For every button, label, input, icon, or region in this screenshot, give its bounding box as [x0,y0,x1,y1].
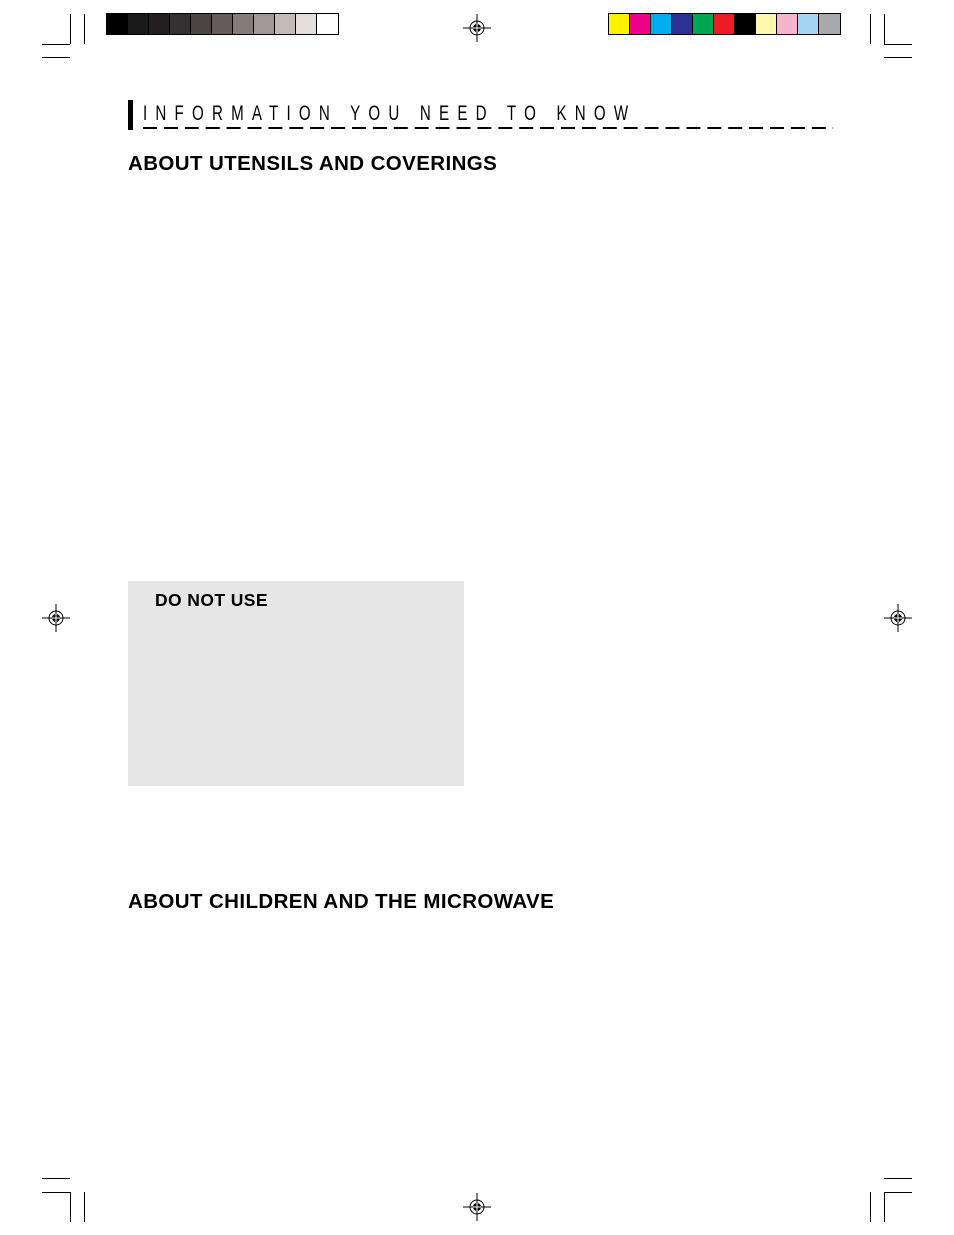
process-color-swatch [798,14,819,34]
grayscale-swatch [149,14,170,34]
grayscale-color-bar [106,13,339,35]
grayscale-swatch [170,14,191,34]
section-header-dashed-rule [143,127,833,129]
process-color-bar [608,13,841,35]
heading-children-and-microwave: ABOUT CHILDREN AND THE MICROWAVE [128,890,555,913]
registration-mark-icon [884,604,912,632]
process-color-swatch [672,14,693,34]
registration-mark-icon [42,604,70,632]
process-color-swatch [693,14,714,34]
process-color-swatch [756,14,777,34]
registration-mark-icon [463,14,491,42]
grayscale-swatch [317,14,338,34]
grayscale-swatch [128,14,149,34]
grayscale-swatch [233,14,254,34]
grayscale-swatch [107,14,128,34]
grayscale-swatch [191,14,212,34]
section-header-title: INFORMATION YOU NEED TO KNOW [143,102,637,125]
grayscale-swatch [275,14,296,34]
process-color-swatch [609,14,630,34]
grayscale-swatch [212,14,233,34]
registration-mark-icon [463,1193,491,1221]
process-color-swatch [651,14,672,34]
heading-utensils-and-coverings: ABOUT UTENSILS AND COVERINGS [128,152,498,175]
do-not-use-callout [128,581,464,786]
do-not-use-label: DO NOT USE [155,590,268,610]
process-color-swatch [777,14,798,34]
process-color-swatch [714,14,735,34]
grayscale-swatch [296,14,317,34]
process-color-swatch [819,14,840,34]
process-color-swatch [630,14,651,34]
process-color-swatch [735,14,756,34]
section-header-bar [128,100,133,130]
grayscale-swatch [254,14,275,34]
